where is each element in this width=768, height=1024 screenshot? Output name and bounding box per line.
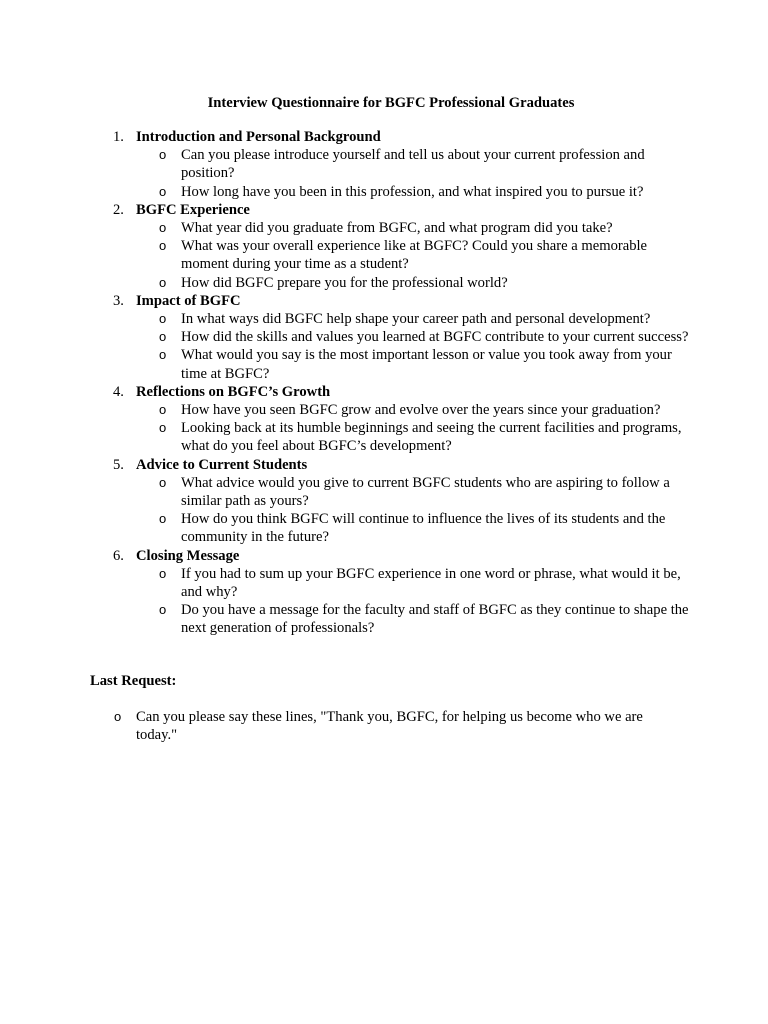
question-text: Do you have a message for the faculty and staff of BGFC as they continue to shape the next generation of professionals? (181, 602, 689, 637)
section-4 (90, 383, 690, 456)
section-heading: Closing Message (136, 547, 240, 564)
question-text: What advice would you give to current BGFC students who are aspiring to follow a similar path as yours? (181, 474, 670, 510)
question-item (136, 346, 693, 382)
section-5 (90, 456, 690, 547)
question-item (136, 565, 693, 601)
question-text: What year did you graduate from BGFC, and what program did you take? (181, 220, 613, 237)
section-heading: Introduction and Personal Background (136, 129, 381, 145)
section-6 (90, 547, 690, 638)
section-heading: Reflections on BGFC’s Growth (136, 383, 331, 400)
section-heading: BGFC Experience (136, 201, 250, 218)
bullet-marker: o (159, 183, 167, 199)
question-item (136, 237, 693, 273)
question-text: How did the skills and values you learned at BGFC contribute to your current success? (181, 329, 689, 346)
last-request-heading: Last Request: (90, 673, 177, 689)
bullet-marker: o (159, 329, 167, 345)
question-item (136, 274, 693, 292)
question-text: What would you say is the most important lesson or value you took away from your time at BGFC? (181, 347, 672, 382)
section-heading: Advice to Current Students (136, 456, 308, 473)
question-item (136, 401, 693, 419)
question-text: If you had to sum up your BGFC experience in one word or phrase, what would it be, and why? (181, 565, 681, 601)
bullet-marker: o (159, 274, 167, 290)
section-1 (90, 128, 690, 201)
section-number: 6. (113, 547, 124, 564)
question-text: Looking back at its humble beginnings and seeing the current facilities and programs, what do you feel about BGFC’s development? (181, 420, 682, 455)
section-number: 4. (113, 383, 124, 400)
section-number: 2. (113, 201, 124, 218)
document-title: Interview Questionnaire for BGFC Professional Graduates (207, 95, 575, 111)
bullet-marker: o (159, 602, 167, 618)
last-request-bullet-marker: o (114, 709, 122, 724)
bullet-marker: o (159, 511, 167, 527)
question-item (136, 219, 693, 237)
question-item (136, 419, 693, 455)
question-text: What was your overall experience like at BGFC? Could you share a memorable moment during your time as a student? (181, 238, 648, 273)
section-3 (90, 292, 690, 383)
question-item (136, 601, 693, 637)
section-number: 5. (113, 456, 124, 473)
question-item (136, 328, 693, 346)
question-text: In what ways did BGFC help shape your career path and personal development? (181, 311, 651, 328)
question-item (136, 183, 693, 201)
bullet-marker: o (159, 311, 167, 327)
bullet-marker: o (159, 238, 167, 254)
question-item (136, 510, 693, 546)
questionnaire-sections (90, 128, 690, 638)
question-item (136, 474, 693, 510)
question-text: Can you please introduce yourself and tell us about your current profession and position? (181, 147, 645, 182)
bullet-marker: o (159, 402, 167, 418)
section-number: 1. (113, 129, 124, 145)
bullet-marker: o (159, 220, 167, 236)
section-heading: Impact of BGFC (136, 292, 241, 309)
section-number: 3. (113, 292, 124, 309)
bullet-marker: o (159, 420, 167, 436)
section-2 (90, 201, 690, 292)
bullet-marker: o (159, 347, 167, 363)
bullet-marker: o (159, 565, 167, 581)
question-text: How do you think BGFC will continue to influence the lives of its students and the community in the future? (181, 511, 666, 546)
last-request-item: Can you please say these lines, "Thank you, BGFC, for helping us become who we are today." (136, 709, 643, 744)
question-text: How have you seen BGFC grow and evolve over the years since your graduation? (181, 402, 661, 419)
question-item (136, 146, 693, 182)
bullet-marker: o (159, 147, 167, 163)
question-text: How long have you been in this profession, and what inspired you to pursue it? (181, 183, 644, 200)
bullet-marker: o (159, 474, 167, 490)
question-text: How did BGFC prepare you for the professional world? (181, 274, 508, 291)
question-item (136, 310, 693, 328)
